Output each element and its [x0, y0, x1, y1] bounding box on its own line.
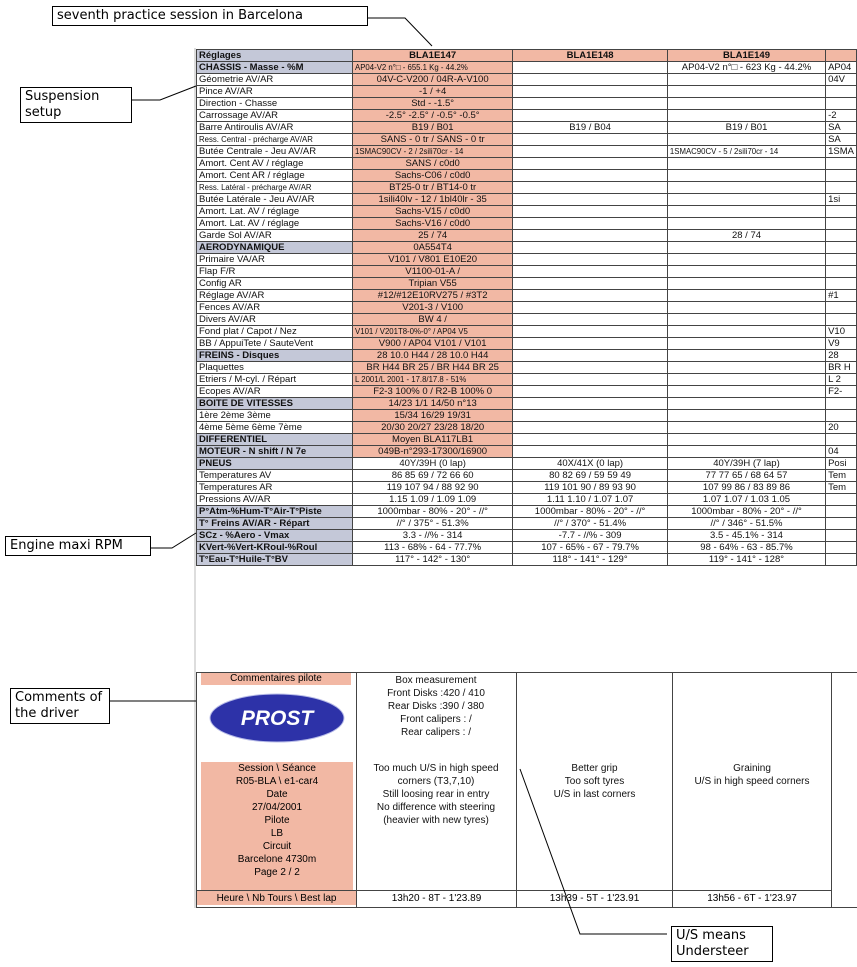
row-label: BB / AppuiTete / SauteVent	[197, 338, 353, 350]
prost-logo-text: PROST	[240, 707, 314, 730]
cell-session-3: 107 99 86 / 83 89 86	[667, 482, 825, 494]
row-label: Carrossage AV/AR	[197, 110, 353, 122]
cell-session-3: AP04-V2 n°□ - 623 Kg - 44.2%	[667, 62, 825, 74]
cell-session-1: Sachs-C06 / c0d0	[353, 170, 513, 182]
cell-session-2: 40X/41X (0 lap)	[513, 458, 668, 470]
row-label: Réglage AV/AR	[197, 290, 353, 302]
row-label: Primaire VA/AR	[197, 254, 353, 266]
comment-line: Too much U/S in high speed	[373, 763, 499, 774]
cell-session-4: L 2	[826, 374, 857, 386]
row-label: P°Atm-%Hum-T°Air-T°Piste	[197, 506, 353, 518]
row-label: 4ème 5ème 6ème 7ème	[197, 422, 353, 434]
cell-session-4: -2	[826, 110, 857, 122]
cell-session-4: Tem	[826, 482, 857, 494]
cell-session-4: 04V	[826, 74, 857, 86]
session-line: Session \ Séance	[238, 763, 316, 774]
cell-session-2: 119 101 90 / 89 93 90	[513, 482, 668, 494]
cell-session-1: Sachs-V16 / c0d0	[353, 218, 513, 230]
cell-session-4: 28	[826, 350, 857, 362]
row-label: Butée Centrale - Jeu AV/AR	[197, 146, 353, 158]
cell-session-4: #1	[826, 290, 857, 302]
cell-session-1: 1SMAC90CV - 2 / 2sili70cr - 14	[353, 146, 513, 158]
row-label: Temperatures AV	[197, 470, 353, 482]
cell-session-1: L 2001/L 2001 - 17.8/17.8 - 51%	[353, 374, 513, 386]
row-label: DIFFERENTIEL	[197, 434, 353, 446]
cell-session-1: 14/23 1/1 14/50 n°13	[353, 398, 513, 410]
cell-session-1: 04V-C-V200 / 04R-A-V100	[353, 74, 513, 86]
session-line: R05-BLA \ e1-car4	[235, 776, 319, 787]
cell-session-3: 1SMAC90CV - 5 / 2sili70cr - 14	[667, 146, 825, 158]
cell-session-4: Tem	[826, 470, 857, 482]
cell-session-1: F2-3 100% 0 / R2-B 100% 0	[353, 386, 513, 398]
cell-session-2: 118° - 141° - 129°	[513, 554, 668, 566]
callout-understeer: U/S means Understeer	[671, 926, 773, 962]
row-label: AERODYNAMIQUE	[197, 242, 353, 254]
cell-session-3: 77 77 65 / 68 64 57	[667, 470, 825, 482]
cell-session-1: V900 / AP04 V101 / V101	[353, 338, 513, 350]
row-label: SCz - %Aero - Vmax	[197, 530, 353, 542]
row-label: Amort. Cent AV / réglage	[197, 158, 353, 170]
cell-session-3: 40Y/39H (7 lap)	[667, 458, 825, 470]
cell-session-1: 86 85 69 / 72 66 60	[353, 470, 513, 482]
comment-line: Front Disks :420 / 410	[387, 688, 485, 699]
cell-session-4: 1SMA	[826, 146, 857, 158]
row-label: Plaquettes	[197, 362, 353, 374]
cell-session-3: 119° - 141° - 128°	[667, 554, 825, 566]
cell-session-2: -7.7 - //% - 309	[513, 530, 668, 542]
cell-session-1: 113 - 68% - 64 - 77.7%	[353, 542, 513, 554]
cell-session-1: -2.5° -2.5° / -0.5° -0.5°	[353, 110, 513, 122]
cell-session-1: 117° - 142° - 130°	[353, 554, 513, 566]
cell-session-1: 15/34 16/29 19/31	[353, 410, 513, 422]
row-label: BOITE DE VITESSES	[197, 398, 353, 410]
cell-session-3: 1.07 1.07 / 1.03 1.05	[667, 494, 825, 506]
row-label: Fences AV/AR	[197, 302, 353, 314]
header-session-2: BLA1E148	[513, 50, 668, 62]
row-label: 1ère 2ème 3ème	[197, 410, 353, 422]
cell-session-2: 1000mbar - 80% - 20° - //°	[513, 506, 668, 518]
cell-session-1: 1.15 1.09 / 1.09 1.09	[353, 494, 513, 506]
comment-line: Front calipers : /	[400, 714, 472, 725]
session-line: Barcelone 4730m	[237, 854, 317, 865]
cell-session-1: 049B-n°293-17300/16900	[353, 446, 513, 458]
comment-line: Better grip	[571, 763, 618, 774]
cell-session-1: -1 / +4	[353, 86, 513, 98]
cell-session-1: B19 / B01	[353, 122, 513, 134]
comment-line: U/S in high speed corners	[694, 776, 810, 787]
row-label: Etriers / M-cyl. / Répart	[197, 374, 353, 386]
cell-session-1: 3.3 - //% - 314	[353, 530, 513, 542]
callout-comments: Comments of the driver	[10, 688, 110, 724]
comment-line: Too soft tyres	[564, 776, 625, 787]
cell-session-1: Sachs-V15 / c0d0	[353, 206, 513, 218]
session-line: 27/04/2001	[251, 802, 303, 813]
bottom-label: Heure \ Nb Tours \ Best lap	[197, 890, 356, 905]
row-label: Barre Antiroulis AV/AR	[197, 122, 353, 134]
comment-line: No difference with steering	[376, 802, 496, 813]
row-label: FREINS - Disques	[197, 350, 353, 362]
cell-session-4: 1si	[826, 194, 857, 206]
bottom-c1: 13h20 - 8T - 1'23.89	[357, 890, 516, 905]
cell-session-2: 80 82 69 / 59 59 49	[513, 470, 668, 482]
cell-session-1: AP04-V2 n°□ - 655.1 Kg - 44.2%	[353, 62, 513, 74]
comment-line: Rear calipers : /	[400, 727, 472, 738]
cell-session-4: SA	[826, 134, 857, 146]
cell-session-1: BT25-0 tr / BT14-0 tr	[353, 182, 513, 194]
row-label: KVert-%Vert-KRoul-%Roul	[197, 542, 353, 554]
row-label: Pince AV/AR	[197, 86, 353, 98]
cell-session-4: 20	[826, 422, 857, 434]
cell-session-1: 119 107 94 / 88 92 90	[353, 482, 513, 494]
callout-title: seventh practice session in Barcelona	[52, 6, 368, 26]
cell-session-4: F2-	[826, 386, 857, 398]
row-label: Ecopes AV/AR	[197, 386, 353, 398]
cell-session-3: 3.5 - 45.1% - 314	[667, 530, 825, 542]
session-line: Circuit	[262, 841, 292, 852]
row-label: PNEUS	[197, 458, 353, 470]
comments-header: Commentaires pilote	[201, 673, 351, 685]
cell-session-1: V101 / V201T8-0%-0° / AP04 V5	[353, 326, 513, 338]
row-label: Config AR	[197, 278, 353, 290]
cell-session-1: SANS / c0d0	[353, 158, 513, 170]
row-label: Amort. Lat. AV / réglage	[197, 206, 353, 218]
cell-session-4: V10	[826, 326, 857, 338]
row-label: Temperatures AR	[197, 482, 353, 494]
row-label: Amort. Cent AR / réglage	[197, 170, 353, 182]
cell-session-1: SANS - 0 tr / SANS - 0 tr	[353, 134, 513, 146]
cell-session-2: B19 / B04	[513, 122, 668, 134]
row-label: MOTEUR - N shift / N 7e	[197, 446, 353, 458]
cell-session-4: V9	[826, 338, 857, 350]
cell-session-1: Std - -1.5°	[353, 98, 513, 110]
comment-line: corners (T3,7,10)	[397, 776, 475, 787]
comment-line: Box measurement	[395, 675, 477, 686]
cell-session-2: //° / 370° - 51.4%	[513, 518, 668, 530]
session-line: Pilote	[264, 815, 290, 826]
row-label: Divers AV/AR	[197, 314, 353, 326]
cell-session-1: V201-3 / V100	[353, 302, 513, 314]
cell-session-4: 04	[826, 446, 857, 458]
cell-session-1: V1100-01-A /	[353, 266, 513, 278]
row-label: Garde Sol AV/AR	[197, 230, 353, 242]
cell-session-1: 40Y/39H (0 lap)	[353, 458, 513, 470]
comment-line: (heavier with new tyres)	[383, 815, 489, 826]
row-label: Direction - Chasse	[197, 98, 353, 110]
cell-session-1: V101 / V801 E10E20	[353, 254, 513, 266]
row-label: Butée Latérale - Jeu AV/AR	[197, 194, 353, 206]
comment-line: Still loosing rear in entry	[382, 789, 490, 800]
cell-session-2: 107 - 65% - 67 - 79.7%	[513, 542, 668, 554]
cell-session-3: //° / 346° - 51.5%	[667, 518, 825, 530]
header-session-3: BLA1E149	[667, 50, 825, 62]
row-label: Flap F/R	[197, 266, 353, 278]
cell-session-3: 98 - 64% - 63 - 85.7%	[667, 542, 825, 554]
cell-session-3: 1000mbar - 80% - 20° - //°	[667, 506, 825, 518]
cell-session-1: //° / 375° - 51.3%	[353, 518, 513, 530]
cell-session-1: BR H44 BR 25 / BR H44 BR 25	[353, 362, 513, 374]
cell-session-3: 28 / 74	[667, 230, 825, 242]
row-label: Géometrie AV/AR	[197, 74, 353, 86]
comment-line: U/S in last corners	[553, 789, 636, 800]
bottom-c2: 13h39 - 5T - 1'23.91	[517, 890, 672, 905]
row-label: Amort. Lat. AV / réglage	[197, 218, 353, 230]
header-label: Réglages	[197, 50, 353, 62]
cell-session-3: B19 / B01	[667, 122, 825, 134]
row-label: Pressions AV/AR	[197, 494, 353, 506]
cell-session-4: Posi	[826, 458, 857, 470]
session-line: LB	[270, 828, 284, 839]
cell-session-1: 1000mbar - 80% - 20° - //°	[353, 506, 513, 518]
cell-session-1: 1sili40lv - 12 / 1bl40lr - 35	[353, 194, 513, 206]
cell-session-1: BW 4 /	[353, 314, 513, 326]
row-label: Ress. Central - précharge AV/AR	[197, 134, 353, 146]
row-label: Ress. Latéral - précharge AV/AR	[197, 182, 353, 194]
row-label: T°Eau-T°Huile-T°BV	[197, 554, 353, 566]
callout-rpm: Engine maxi RPM	[5, 536, 151, 556]
callout-suspension: Suspension setup	[20, 87, 132, 123]
session-line: Date	[266, 789, 288, 800]
cell-session-2: 1.11 1.10 / 1.07 1.07	[513, 494, 668, 506]
comment-line: Rear Disks :390 / 380	[387, 701, 485, 712]
cell-session-1: 25 / 74	[353, 230, 513, 242]
comment-line: Graining	[733, 763, 771, 774]
cell-session-1: 20/30 20/27 23/28 18/20	[353, 422, 513, 434]
bottom-c3: 13h56 - 6T - 1'23.97	[673, 890, 831, 905]
cell-session-4: SA	[826, 122, 857, 134]
cell-session-1: Tripian V55	[353, 278, 513, 290]
cell-session-1: #12/#12E10RV275 / #3T2	[353, 290, 513, 302]
cell-session-1: 0A554T4	[353, 242, 513, 254]
row-label: T° Freins AV/AR - Répart	[197, 518, 353, 530]
header-session-1: BLA1E147	[353, 50, 513, 62]
cell-session-1: 28 10.0 H44 / 28 10.0 H44	[353, 350, 513, 362]
row-label: Fond plat / Capot / Nez	[197, 326, 353, 338]
row-label: CHASSIS - Masse - %M	[197, 62, 353, 74]
cell-session-1: Moyen BLA117LB1	[353, 434, 513, 446]
page-number: Page 2 / 2	[254, 867, 300, 878]
cell-session-4: BR H	[826, 362, 857, 374]
cell-session-4: AP04	[826, 62, 857, 74]
